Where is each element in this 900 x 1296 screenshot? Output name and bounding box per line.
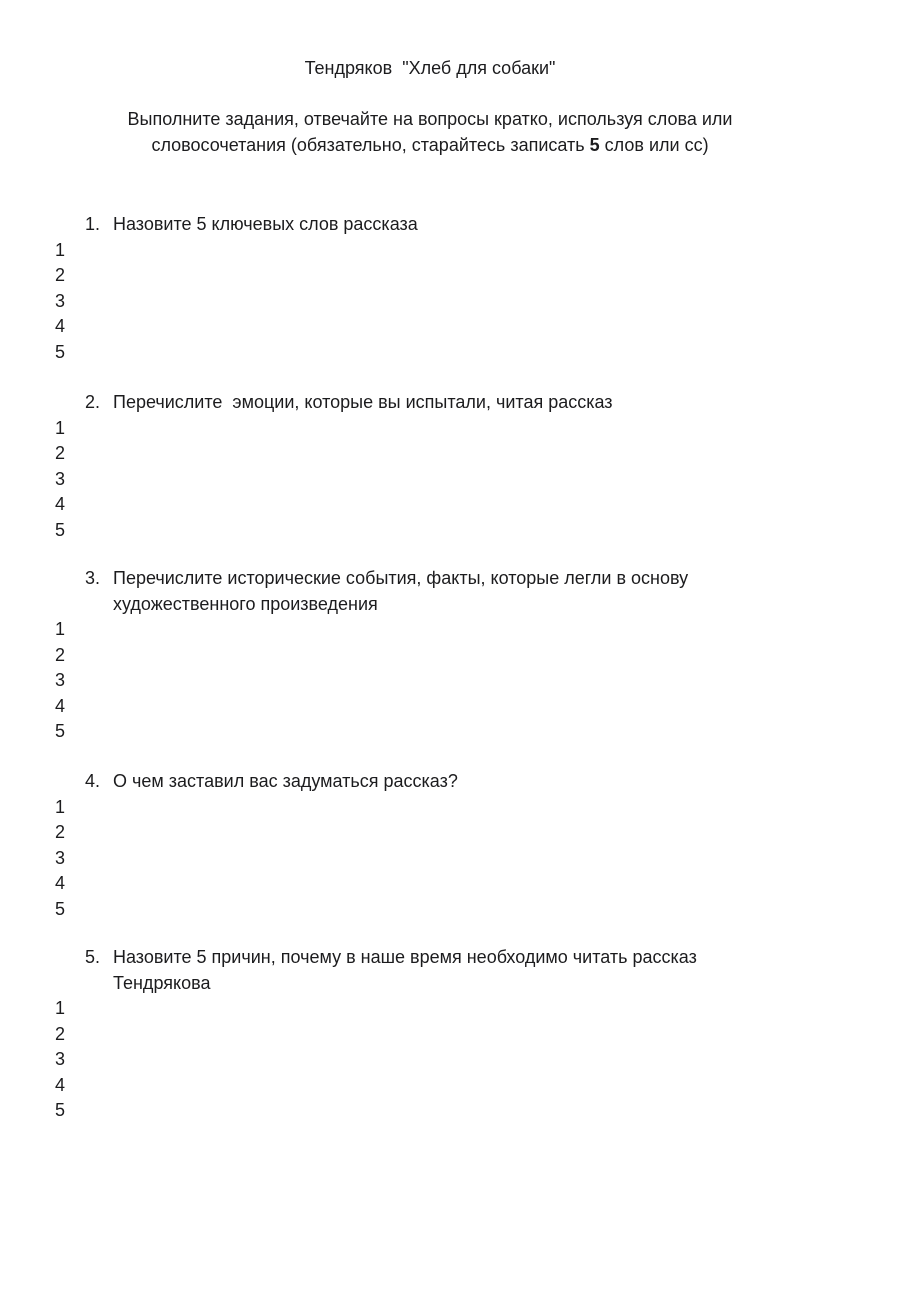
answer-line [0, 518, 900, 544]
answer-line [0, 314, 900, 340]
question-block-1 [0, 212, 900, 365]
answer-line [0, 694, 900, 720]
question-4-text: О чем заставил вас задуматься рассказ? [113, 771, 458, 791]
answer-line [0, 467, 900, 493]
answer-number: 5 [55, 898, 66, 919]
answer-line [0, 820, 900, 846]
answer-number: 1 [55, 417, 66, 438]
answer-number: 5 [55, 341, 66, 362]
instruction-line-2 [0, 133, 860, 159]
answer-number: 1 [55, 796, 66, 817]
answer-number: 4 [55, 695, 66, 716]
question-1 [0, 212, 900, 238]
question-block-3 [0, 566, 900, 745]
instructions [0, 107, 860, 158]
answer-number: 3 [55, 290, 66, 311]
question-3-text-line2: художественного произведения [113, 593, 378, 614]
answer-number: 5 [55, 1100, 66, 1120]
question-2-text: Перечислите эмоции, которые вы испытали, читая рассказ [113, 392, 613, 412]
question-4 [0, 769, 900, 795]
question-5 [0, 945, 900, 971]
question-5-text: Назовите 5 причин, почему в наше время необходимо читать рассказ [113, 947, 697, 967]
question-2 [0, 390, 900, 416]
instruction-line-2-pre: словосочетания (обязательно, старайтесь записать [151, 134, 585, 155]
question-3-text: Перечислите исторические события, факты, которые легли в основу [113, 568, 689, 588]
answer-line [0, 263, 900, 289]
answer-line [0, 846, 900, 872]
answer-number: 4 [55, 316, 66, 336]
answer-number: 1 [55, 239, 66, 260]
answer-line [0, 1073, 900, 1099]
answer-line [0, 617, 900, 643]
answer-line [0, 668, 900, 694]
answer-line [0, 416, 900, 442]
answer-line [0, 643, 900, 669]
answer-number: 2 [55, 443, 66, 463]
answer-number: 2 [55, 1023, 66, 1044]
instruction-line-2-post: слов или сс) [604, 134, 709, 155]
answer-number: 1 [55, 998, 66, 1018]
page-title: Тендряков "Хлеб для собаки" [304, 58, 556, 78]
answer-number: 4 [55, 873, 66, 893]
answer-line [0, 289, 900, 315]
answer-line [0, 897, 900, 923]
instruction-bold-number: 5 [589, 134, 600, 155]
question-1-number: 1. [85, 214, 101, 234]
question-4-number: 4. [85, 771, 101, 791]
answer-number: 2 [55, 265, 66, 285]
answer-line [0, 1098, 900, 1124]
answer-number: 5 [55, 721, 66, 741]
question-3-number: 3. [85, 568, 101, 588]
answer-line [0, 996, 900, 1022]
answer-number: 3 [55, 468, 66, 489]
answer-line [0, 441, 900, 467]
question-3 [0, 566, 900, 592]
answer-number: 3 [55, 670, 66, 690]
answer-line [0, 871, 900, 897]
answer-number: 5 [55, 519, 66, 540]
question-5-text-line2: Тендрякова [113, 972, 211, 993]
question-block-5 [0, 945, 900, 1124]
answer-number: 2 [55, 822, 66, 842]
answer-line [0, 795, 900, 821]
question-block-2 [0, 390, 900, 543]
answer-line [0, 340, 900, 366]
answer-number: 3 [55, 847, 66, 868]
answer-number: 2 [55, 644, 66, 665]
answer-line [0, 492, 900, 518]
answer-number: 3 [55, 1049, 66, 1069]
instruction-line-1: Выполните задания, отвечайте на вопросы кратко, используя слова или [127, 109, 733, 129]
question-block-4 [0, 769, 900, 922]
answer-line [0, 1047, 900, 1073]
answer-line [0, 1022, 900, 1048]
answer-line [0, 719, 900, 745]
answer-number: 1 [55, 619, 66, 639]
answer-number: 4 [55, 494, 66, 514]
answer-line [0, 238, 900, 264]
question-5-number: 5. [85, 947, 101, 967]
answer-number: 4 [55, 1074, 66, 1095]
question-1-text: Назовите 5 ключевых слов рассказа [113, 214, 418, 234]
question-2-number: 2. [85, 392, 101, 412]
